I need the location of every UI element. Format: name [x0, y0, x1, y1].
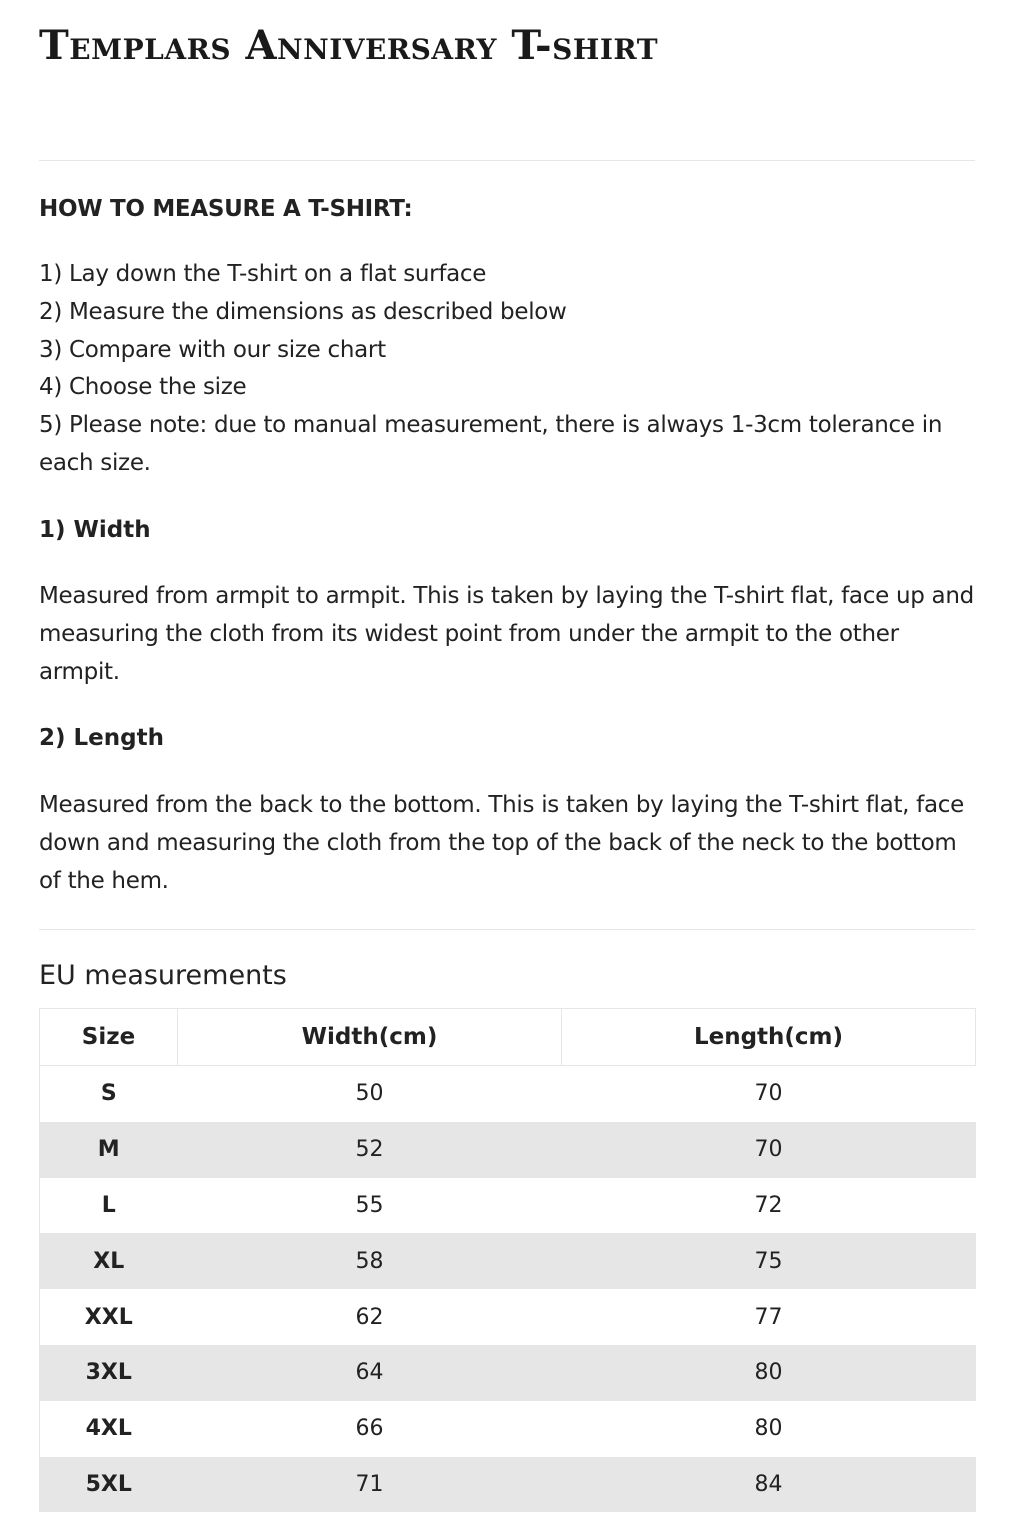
width-cell: 58: [178, 1233, 562, 1289]
how-to-measure-heading: HOW TO MEASURE A T-SHIRT:: [39, 196, 413, 222]
size-cell: XXL: [40, 1289, 178, 1345]
width-description: Measured from armpit to armpit. This is taken by laying the T-shirt flat, face up and measuring the cloth from its widest point from under the armpit to the other armpit.: [39, 583, 974, 685]
size-cell: M: [40, 1122, 178, 1178]
width-cell: 66: [178, 1401, 562, 1457]
width-cell: 62: [178, 1289, 562, 1345]
length-cell: 84: [562, 1457, 976, 1513]
measure-step: 1) Lay down the T-shirt on a flat surface: [39, 261, 487, 287]
size-cell: 4XL: [40, 1401, 178, 1457]
width-heading: 1) Width: [39, 517, 151, 543]
size-cell: 5XL: [40, 1457, 178, 1513]
length-cell: 70: [562, 1122, 976, 1178]
width-cell: 52: [178, 1122, 562, 1178]
measure-steps-list: [39, 256, 975, 483]
table-row: [40, 1233, 976, 1289]
size-cell: L: [40, 1178, 178, 1234]
length-cell: 72: [562, 1178, 976, 1234]
length-cell: 80: [562, 1401, 976, 1457]
length-cell: 75: [562, 1233, 976, 1289]
divider-bottom: [39, 929, 975, 930]
table-row: [40, 1401, 976, 1457]
table-row: [40, 1457, 976, 1513]
measure-step: 3) Compare with our size chart: [39, 336, 386, 363]
length-description: Measured from the back to the bottom. This is taken by laying the T-shirt flat, face down and measuring the cloth from the top of the back of the neck to the bottom of the hem.: [39, 792, 964, 894]
table-row: [40, 1122, 976, 1178]
table-row: [40, 1289, 976, 1345]
size-cell: 3XL: [40, 1345, 178, 1401]
measure-step: 4) Choose the size: [39, 374, 247, 401]
table-row: [40, 1178, 976, 1234]
length-cell: 70: [562, 1066, 976, 1122]
table-row: [40, 1345, 976, 1401]
size-cell: S: [40, 1066, 178, 1122]
divider-top: [39, 160, 975, 161]
width-cell: 71: [178, 1457, 562, 1513]
table-header-row: [40, 1009, 976, 1066]
length-cell: 77: [562, 1289, 976, 1345]
eu-measurements-title: EU measurements: [39, 960, 287, 991]
size-cell: XL: [40, 1233, 178, 1289]
table-row: [40, 1066, 976, 1122]
measure-step: 5) Please note: due to manual measurement, there is always 1-3cm tolerance in each size.: [39, 412, 943, 476]
length-heading: 2) Length: [39, 725, 164, 751]
header-length: Length(cm): [562, 1009, 976, 1066]
width-cell: 55: [178, 1178, 562, 1234]
size-chart-table: [39, 1008, 976, 1512]
header-size: Size: [40, 1009, 178, 1066]
page-title: Templars Anniversary T-shirt: [39, 22, 659, 69]
length-cell: 80: [562, 1345, 976, 1401]
measure-step: 2) Measure the dimensions as described below: [39, 298, 567, 325]
width-cell: 50: [178, 1066, 562, 1122]
header-width: Width(cm): [178, 1009, 562, 1066]
width-cell: 64: [178, 1345, 562, 1401]
